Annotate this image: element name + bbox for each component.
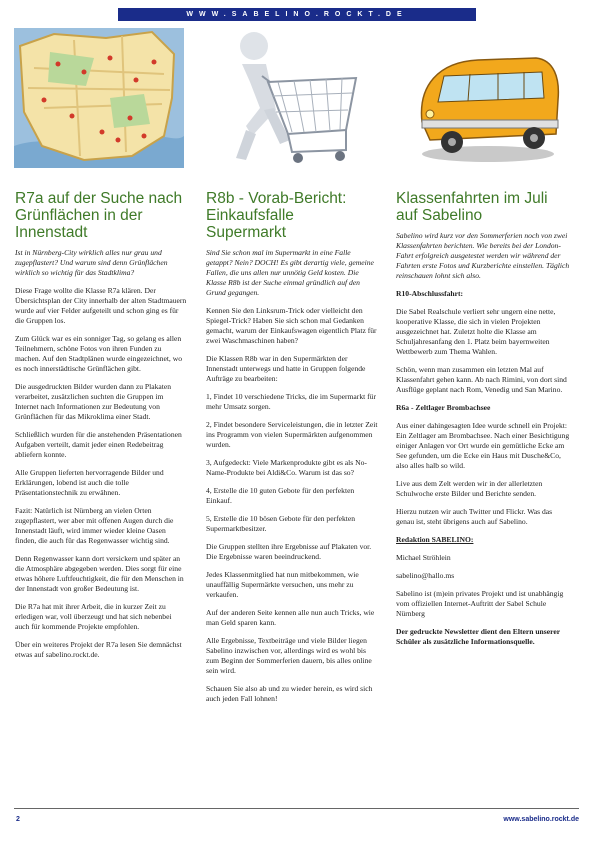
article-intro: Sind Sie schon mal im Supermarkt in eine Falle getappt? Nein? DOCH! Es gibt derartig viele, gemeine Fallen, die uns allen nur unnötig Geld kosten. Die Klasse R8b ist der Suche einmal gründlich auf den Grund gegangen. [206,248,374,297]
section-heading: R10-Abschlussfahrt: [396,289,464,298]
shopping-cart-image [206,26,376,174]
editor-name: Michael Ströhlein [396,553,451,562]
article-title: R8b - Vorab-Bericht: Einkaufsfalle Supermarkt [206,190,347,241]
paragraph: Auf der anderen Seite kennen alle nun auch Tricks, wie man Geld sparen kann. [206,608,375,627]
bus-image [408,26,568,174]
footer-divider [14,808,579,809]
article-supermarket [206,190,378,712]
article-title: Klassenfahrten im Juli auf Sabelino [396,190,548,224]
page-number: 2 [16,816,20,823]
paragraph: Kennen Sie den Linksrum-Trick oder vielleicht den Spiegel-Trick? Haben Sie sich schon mal Gedanken gemacht, warum der Einkaufswagen eigentlich Platz für zwei Waschmaschinen haben? [206,306,377,345]
paragraph: Alle Ergebnisse, Textbeiträge und viele Bilder liegen Sabelino inzwischen vor, allerdings wird es wohl bis zum Beginn der Sommerferien dauern, bis alles online sein wird. [206,636,372,675]
paragraph: Hierzu nutzen wir auch Twitter und Flickr. Was das genau ist, steht übrigens auch auf Sabelino. [396,507,553,526]
paragraph: Jedes Klassenmitglied hat nun mitbekommen, wie unauffällig Supermärkte versuchen, uns mehr zu verkaufen. [206,570,359,599]
article-title: R7a auf der Suche nach Grünflächen in der Innenstadt [15,190,183,241]
paragraph: Sabelino ist (m)ein privates Projekt und ist unabhängig vom offiziellen Internet-Auftritt der Sabel Schule Nürnberg [396,589,564,618]
paragraph: 1, Findet 10 verschiedene Tricks, die im Supermarkt für mehr Umsatz sorgen. [206,392,376,411]
paragraph: Zum Glück war es ein sonniger Tag, so gelang es allen Teilnehmern, schöne Fotos von ihren Funden zu machen. Auf den Stadtplänen wurde eingezeichnet, wo es noch innerstädtische Grünflächen gibt. [15,334,183,373]
paragraph: Diese Frage wollte die Klasse R7a klären. Der Übersichtsplan der City innerhalb der alten Stadtmauern wurde auf vier Felder aufgeteilt und schon ging es für die Gruppen los. [15,286,187,325]
paragraph: Die Klassen R8b war in den Supermärkten der Innenstadt unterwegs und hatte in Gruppen folgende Aufträge zu bearbeiten: [206,354,366,383]
paragraph: Live aus dem Zelt werden wir in der allerletzten Schulwoche erste Bilder und Berichte senden. [396,479,543,498]
paragraph: Die Gruppen stellten ihre Ergebnisse auf Plakaten vor. Die Ergebnisse waren beeindruckend. [206,542,372,561]
paragraph: Alle Gruppen lieferten hervorragende Bilder und Erklärungen, lobend ist auch die tolle Präsentationstechnik zu erwähnen. [15,468,164,497]
paragraph: 3, Aufgedeckt: Viele Markenprodukte gibt es als No-Name-Produkte bei Aldi&Co. Warum ist das so? [206,458,367,477]
editor-email: sabelino@hallo.ms [396,571,455,580]
article-green-spaces [15,190,187,668]
header-url-bar: WWW.SABELINO.ROCKT.DE [118,8,476,21]
paragraph: Schließlich wurden für die anstehenden Präsentationen Aufgaben verteilt, damit jeder einen Redebeitrag abliefern konnte. [15,430,182,459]
paragraph: 2, Findet besondere Serviceleistungen, die in letzter Zeit ins Programm von vielen Supermärkten aufgenommen wurden. [206,420,378,449]
paragraph: Die R7a hat mit ihrer Arbeit, die in kurzer Zeit zu erledigen war, voll überzeugt und hat sich nebenbei auch für kommende Projekte empfohlen. [15,602,172,631]
paragraph: Die ausgedruckten Bilder wurden dann zu Plakaten verarbeitet, zusätzlichen suchten die Gruppen im Internet nach Informationen zur Bedeutung von Grünflächen für das Mikroklima einer Stadt. [15,382,172,421]
paragraph: Schauen Sie also ab und zu wieder herein, es wird sich auch jeden Fall lohnen! [206,684,373,703]
section-heading: R6a - Zeltlager Brombachsee [396,403,491,412]
article-class-trips [396,190,571,655]
article-intro: Sabelino wird kurz vor den Sommerferien noch von zwei Klassenfahrten berichten. Wie bereits bei der London-Fahrt erfolgreich ausgetestet werden wir während der Fahrten erste Fotos und Kurzberichte einstellen. Täglich reinschauen lohnt sich also. [396,231,570,280]
city-map-image [14,28,184,168]
paragraph: Fazit: Natürlich ist Nürnberg an vielen Orten zugepflastert, wer aber mit offenen Augen durch die Innenstadt läuft, wird immer wieder kleine Oasen finden, die auch für das Regenwasser wichtig sind. [15,506,174,545]
article-intro: Ist in Nürnberg-City wirklich alles nur grau und zugepflastert? Und warum sind denn Grünflächen wirklich so wichtig für das Stadtklima? [15,248,168,277]
paragraph: Aus einer dahingesagten Idee wurde schnell ein Projekt: Ein Zeltlager am Brombachsee. Nach einer Besichtigung einiger Anlagen vor Ort wurde ein gemütliche Ecke am See gefunden, um die Ecke ein Haus mit Dusche&Co, also alles halb so wild. [396,421,570,470]
paragraph: Denn Regenwasser kann dort versickern und später an die Atmosphäre abgegeben werden. Dies sorgt für eine etwas höhere Luftfeuchtigkeit, die für den Menschen in der Innenstadt von großer Bedeutung ist. [15,554,184,593]
paragraph: Die Sabel Realschule verliert sehr ungern eine nette, kooperative Klasse, die sich in vielen Projekten ausgezeichnet hat. Zuletzt holte die Klasse am Schuljahresanfang den 1. Platz beim bayernweiten Wettbewerb zum Thema Wahlen. [396,307,556,356]
editorial-heading: Redaktion SABELINO: [396,535,474,544]
paragraph: 4, Erstelle die 10 guten Gebote für den perfekten Einkauf. [206,486,355,505]
paragraph: Über ein weiteres Projekt der R7a lesen Sie demnächst etwas auf sabelino.rockt.de. [15,640,182,659]
paragraph: 5, Erstelle die 10 bösen Gebote für den perfekten Supermarktbesitzer. [206,514,356,533]
newsletter-note: Der gedruckte Newsletter dient den Eltern unserer Schüler als zusätzliche Informationsquelle. [396,627,560,646]
paragraph: Schön, wenn man zusammen ein letzten Mal auf Klassenfahrt gehen kann. Ab nach Rimini, von dort sind Ausflüge geplant nach Rom, Venedig und San Marino. [396,365,567,394]
footer-url: www.sabelino.rockt.de [503,816,579,823]
